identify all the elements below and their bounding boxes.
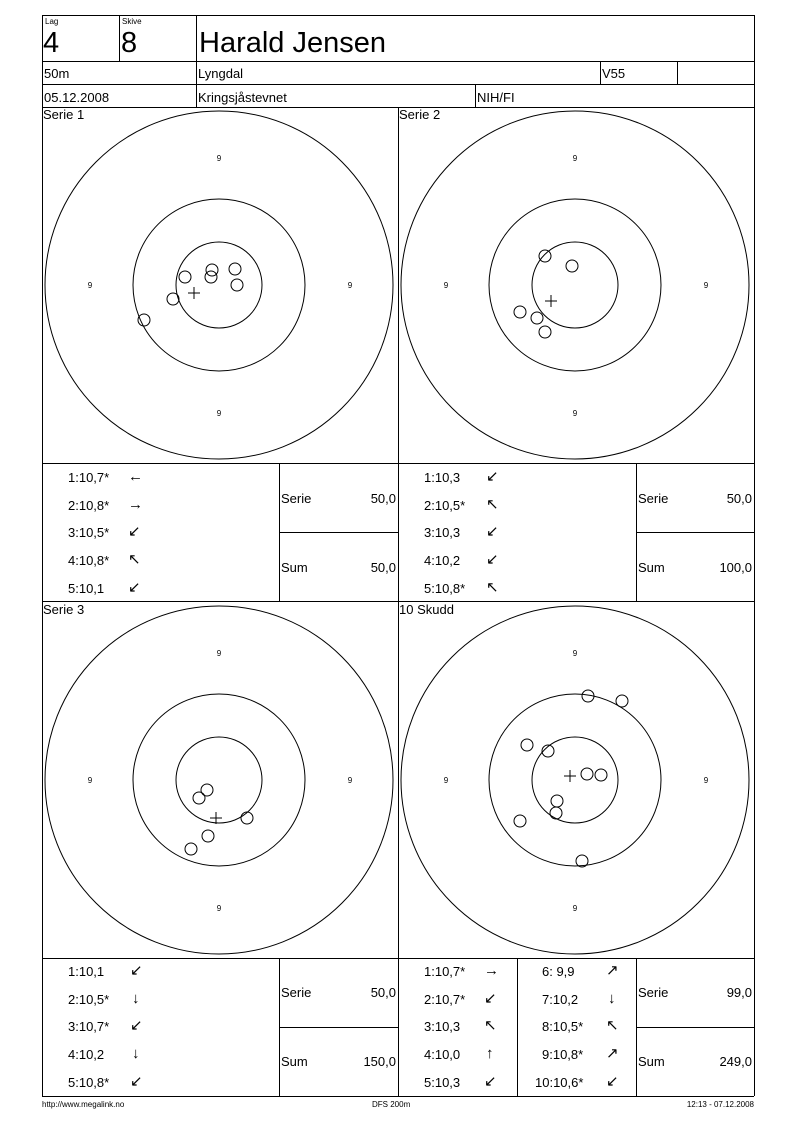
shot-label: 4:10,8* [68,553,110,568]
shot-label: 3:10,5* [68,525,110,540]
footer-url[interactable]: http://www.megalink.no [42,1100,125,1109]
serie-label: Serie [281,491,312,506]
shot-label: 4:10,2 [424,553,461,568]
shot-direction-icon: ↙ [486,551,499,568]
ring-label: 9 [443,776,449,785]
shot-label: 5:10,8* [68,1075,110,1090]
footer-timestamp: 12:13 - 07.12.2008 [686,1100,754,1109]
shot-label: 9:10,8* [542,1047,584,1062]
ring-label: 9 [216,154,222,163]
shot-direction-icon: ↖ [606,1017,619,1034]
shot-hole [514,306,526,318]
sum-value: 50,0 [370,560,396,575]
shot-hole [551,795,563,807]
panel-title-serie-2: Serie 2 [399,107,441,122]
serie-label: Serie [638,985,669,1000]
shot-hole [185,843,197,855]
ring-label: 9 [216,409,222,418]
shot-hole [521,739,533,751]
shot-direction-icon: ↗ [606,962,619,979]
shot-hole [241,812,253,824]
shot-direction-icon: ↙ [484,990,497,1007]
shot-label: 1:10,7* [68,470,110,485]
ring-label: 9 [572,904,578,913]
ring-label: 9 [703,776,709,785]
shot-label: 2:10,8* [68,498,110,513]
sum-label: Sum [281,560,308,575]
ring-label: 9 [572,154,578,163]
panel-title-10-skudd: 10 Skudd [399,602,454,617]
mean-cross [564,770,576,782]
ring-label: 9 [443,281,449,290]
shot-direction-icon: ↖ [486,496,499,513]
serie-value: 50,0 [370,491,396,506]
serie-value: 99,0 [726,985,752,1000]
shot-label: 7:10,2 [542,992,579,1007]
shot-label: 2:10,5* [424,498,466,513]
ring-label: 9 [572,409,578,418]
serie-label: Serie [638,491,669,506]
shot-label: 3:10,3 [424,1019,461,1034]
target-serie-3 [45,606,393,954]
shot-hole [167,293,179,305]
shot-hole [576,855,588,867]
shot-hole [138,314,150,326]
shot-hole [201,784,213,796]
panel-title-serie-3: Serie 3 [43,602,85,617]
shot-direction-icon: ↑ [486,1045,494,1062]
shot-direction-icon: ↖ [486,579,499,596]
target-serie-1 [45,111,393,459]
shot-label: 2:10,7* [424,992,466,1007]
shot-label: 5:10,1 [68,581,105,596]
shot-hole [616,695,628,707]
shot-direction-icon: ↓ [608,990,616,1007]
shot-label: 2:10,5* [68,992,110,1007]
sum-label: Sum [281,1054,308,1069]
shot-direction-icon: ↙ [128,523,141,540]
shot-label: 1:10,7* [424,964,466,979]
shot-hole [531,312,543,324]
shot-direction-icon: ↙ [128,579,141,596]
serie-value: 50,0 [370,985,396,1000]
shot-label: 5:10,3 [424,1075,461,1090]
class: V55 [602,66,626,81]
shot-direction-icon: ↙ [486,523,499,540]
shot-label: 3:10,3 [424,525,461,540]
shot-hole [539,326,551,338]
shot-direction-icon: → [128,496,143,513]
sum-label: Sum [638,560,665,575]
shot-direction-icon: ↙ [486,468,499,485]
ring-label: 9 [87,776,93,785]
shot-direction-icon: ↙ [130,1017,143,1034]
distance: 50m [44,66,70,81]
shot-direction-icon: ↗ [606,1045,619,1062]
sum-value: 100,0 [719,560,752,575]
shot-hole [206,264,218,276]
ring-label: 9 [347,281,353,290]
ring-label: 9 [216,649,222,658]
shot-label: 1:10,1 [68,964,105,979]
skive-value: 8 [121,27,138,59]
shot-label: 6: 9,9 [542,964,575,979]
shot-hole [550,807,562,819]
shot-direction-icon: ↓ [132,990,140,1007]
lag-value: 4 [43,27,60,59]
shot-direction-icon: ↙ [606,1073,619,1090]
ring-label: 9 [703,281,709,290]
shot-label: 4:10,0 [424,1047,461,1062]
shot-direction-icon: → [484,962,499,979]
target-serie-2 [401,111,749,459]
mean-cross [545,295,557,307]
lag-label: Lag [45,17,59,26]
organizer: NIH/FI [477,90,515,105]
panel-title-serie-1: Serie 1 [43,107,85,122]
serie-label: Serie [281,985,312,1000]
shot-direction-icon: ↙ [130,962,143,979]
ring-label: 9 [347,776,353,785]
shot-direction-icon: ↙ [484,1073,497,1090]
shot-direction-icon: ↓ [132,1045,140,1062]
sum-value: 249,0 [719,1054,752,1069]
shooter-name: Harald Jensen [199,27,386,59]
shot-label: 10:10,6* [535,1075,584,1090]
shot-direction-icon: ↙ [130,1073,143,1090]
footer-system: DFS 200m [372,1100,411,1109]
shot-direction-icon: ↖ [484,1017,497,1034]
shot-hole [514,815,526,827]
shot-label: 3:10,7* [68,1019,110,1034]
club: Lyngdal [198,66,244,81]
sum-label: Sum [638,1054,665,1069]
ring-label: 9 [87,281,93,290]
shot-hole [229,263,241,275]
shot-label: 8:10,5* [542,1019,584,1034]
shot-hole [231,279,243,291]
targets-svg [42,107,754,957]
shot-hole [566,260,578,272]
target-10-skudd [401,606,749,954]
shot-label: 5:10,8* [424,581,466,596]
shot-label: 1:10,3 [424,470,461,485]
shot-hole [581,768,593,780]
shot-label: 4:10,2 [68,1047,105,1062]
ring-label: 9 [572,649,578,658]
skive-label: Skive [122,17,142,26]
shot-direction-icon: ↖ [128,551,141,568]
sum-value: 150,0 [363,1054,396,1069]
event-name: Kringsjåstevnet [198,90,287,105]
shot-direction-icon: ← [128,468,143,485]
date: 05.12.2008 [44,90,110,105]
ring-label: 9 [216,904,222,913]
shot-hole [193,792,205,804]
shot-hole [539,250,551,262]
shot-hole [179,271,191,283]
shot-hole [202,830,214,842]
mean-cross [188,287,200,299]
shot-hole [595,769,607,781]
serie-value: 50,0 [726,491,752,506]
